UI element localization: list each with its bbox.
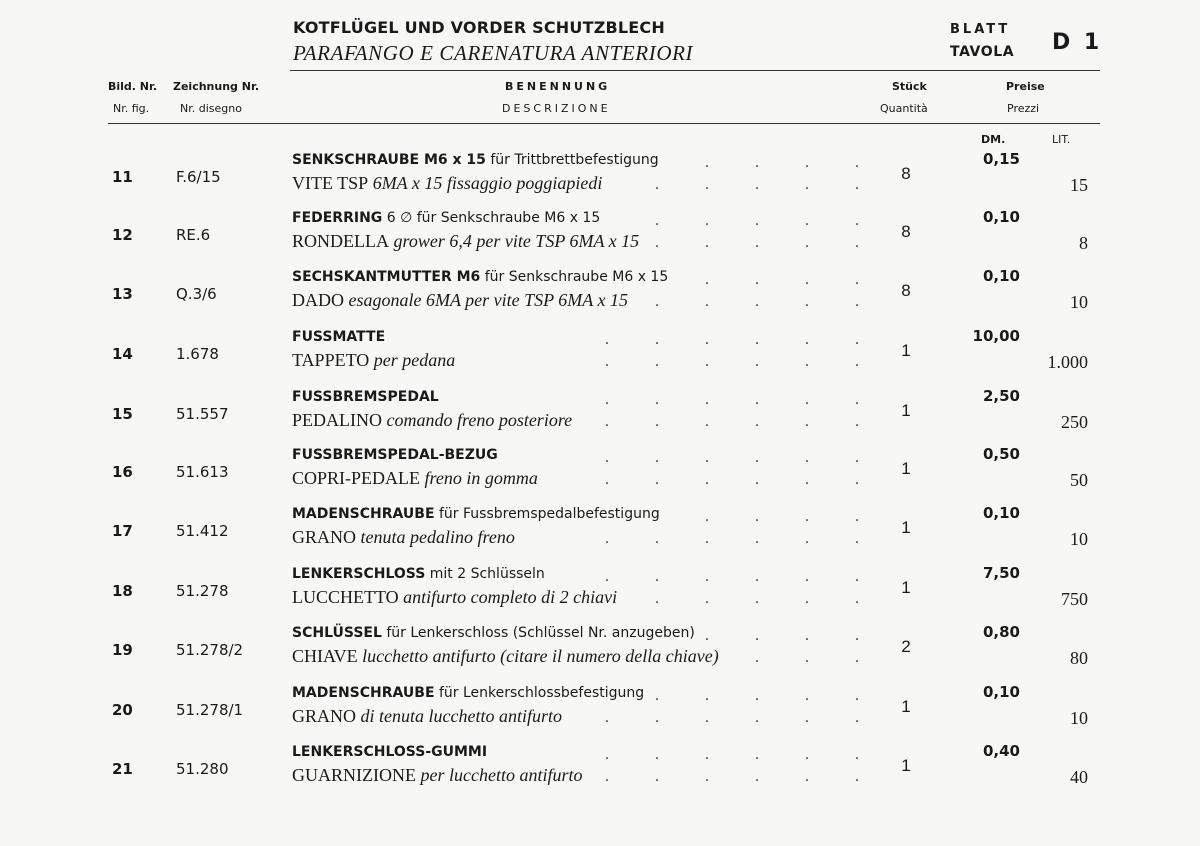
table-row: 11 F.6/15 SENKSCHRAUBE M6 x 15 für Trittbrettbefestigung VITE TSP 6MA x 15 fissaggio poggiapiedi 8 0,15 15 . . . . . . . . . [112,150,1088,195]
table-row: 14 1.678 FUSSMATTE TAPPETO per pedana 1 10,00 1.000 . . . . . . . . . . . . [112,327,1088,372]
header-rule [290,70,1100,71]
currency-lit: LIT. [1052,133,1071,146]
price-dm: 0,15 [982,150,1020,168]
quantity: 8 [901,164,911,183]
part-name-italian: COPRI-PEDALE [292,468,421,488]
description-italian [292,468,538,489]
drawing-number: Q.3/6 [176,285,217,303]
part-name-german: FUSSBREMSPEDAL-BEZUG [292,447,498,463]
quantity: 8 [901,222,911,241]
description-german [292,566,545,582]
col-drawing-de: Zeichnung Nr. [173,80,259,93]
sheet-code: D 1 [1052,30,1103,55]
part-name-italian: DADO [292,290,344,310]
fig-number: 13 [112,285,133,303]
columns-rule [108,123,1100,124]
description-german [292,269,668,285]
drawing-number: RE.6 [176,226,211,244]
drawing-number: F.6/15 [176,168,221,186]
part-detail-italian: comando freno posteriore [382,410,573,430]
price-dm: 0,50 [982,445,1020,463]
part-detail-german: für Lenkerschloss (Schlüssel Nr. anzugeben) [381,625,695,641]
fig-number: 19 [112,641,133,659]
description-german [292,389,439,405]
price-dm: 0,80 [982,623,1020,641]
description-italian [292,173,602,194]
quantity: 1 [901,578,911,597]
quantity: 1 [901,518,911,537]
col-price-de: Preise [1006,80,1045,93]
fig-number: 16 [112,463,133,481]
col-desc-de: BENENNUNG [505,80,611,93]
part-detail-german: für Trittbrettbefestigung [485,152,659,168]
price-lit: 250 [1061,412,1088,432]
price-dm: 0,10 [982,504,1020,522]
price-dm: 10,00 [972,327,1020,345]
table-row: 16 51.613 FUSSBREMSPEDAL-BEZUG COPRI-PEDALE freno in gomma 1 0,50 50 . . . . . . . . . . . . [112,445,1088,490]
table-row: 19 51.278/2 SCHLÜSSEL für Lenkerschloss (Schlüssel Nr. anzugeben) CHIAVE lucchetto antifurto (citare il numero della chiave) 2 0,80 80 . . . . . . . [112,623,1088,668]
quantity: 1 [901,459,911,478]
price-dm: 0,10 [982,683,1020,701]
price-lit: 80 [1070,648,1088,668]
description-italian [292,231,639,252]
description-italian [292,587,617,608]
fig-number: 14 [112,345,133,363]
part-name-german: SECHSKANTMUTTER M6 [292,269,481,285]
description-german [292,447,498,463]
fig-number: 21 [112,760,133,778]
col-desc-it: DESCRIZIONE [502,102,611,115]
table-row: 17 51.412 MADENSCHRAUBE für Fussbremspedalbefestigung GRANO tenuta pedalino freno 1 0,10 10 . . . . . . . . . . [112,504,1088,549]
description-italian [292,350,455,371]
part-detail-italian: lucchetto antifurto (citare il numero della chiave) [357,646,719,666]
drawing-number: 1.678 [176,345,219,363]
part-name-italian: LUCCHETTO [292,587,399,607]
price-lit: 1.000 [1047,352,1088,372]
quantity: 8 [901,281,911,300]
description-italian [292,706,562,727]
part-name-italian: RONDELLA [292,231,389,251]
part-detail-italian: di tenuta lucchetto antifurto [356,706,562,726]
part-detail-german: für Lenkerschlossbefestigung [434,685,645,701]
part-name-german: MADENSCHRAUBE [292,685,435,701]
drawing-number: 51.280 [176,760,229,778]
part-detail-italian: esagonale 6MA per vite TSP 6MA x 15 [344,290,628,310]
description-german [292,744,487,760]
part-detail-italian: freno in gomma [420,468,538,488]
part-name-german: LENKERSCHLOSS [292,566,426,582]
part-detail-italian: tenuta pedalino freno [356,527,515,547]
part-detail-italian: per pedana [369,350,456,370]
fig-number: 17 [112,522,133,540]
description-german [292,329,385,345]
part-detail-german: mit 2 Schlüsseln [425,566,545,582]
part-detail-italian: per lucchetto antifurto [415,765,583,785]
fig-number: 15 [112,405,133,423]
part-name-german: FUSSMATTE [292,329,386,345]
price-lit: 15 [1070,175,1088,195]
description-german [292,210,600,226]
table-row: 12 RE.6 FEDERRING 6 ∅ für Senkschraube M6 x 15 RONDELLA grower 6,4 per vite TSP 6MA x 15 8 0,10 8 . . . . . . . . . . [112,208,1088,253]
price-dm: 0,10 [982,208,1020,226]
drawing-number: 51.613 [176,463,229,481]
drawing-number: 51.278/1 [176,701,244,719]
drawing-number: 51.278 [176,582,229,600]
drawing-number: 51.412 [176,522,229,540]
drawing-number: 51.557 [176,405,229,423]
col-fig-de: Bild. Nr. [108,80,158,93]
part-name-italian: GRANO [292,706,357,726]
part-name-german: FUSSBREMSPEDAL [292,389,439,405]
quantity: 1 [901,697,911,716]
part-detail-german: für Senkschraube M6 x 15 [480,269,669,285]
part-name-italian: TAPPETO [292,350,370,370]
description-italian [292,527,515,548]
description-german [292,685,644,701]
part-name-german: FEDERRING [292,210,383,226]
description-german [292,506,660,522]
price-dm: 7,50 [982,564,1020,582]
part-name-italian: PEDALINO [292,410,382,430]
price-lit: 10 [1070,292,1088,312]
col-drawing-it: Nr. disegno [180,102,242,115]
quantity: 1 [901,756,911,775]
part-name-italian: VITE TSP [292,173,369,193]
price-lit: 750 [1061,589,1088,609]
quantity: 1 [901,401,911,420]
drawing-number: 51.278/2 [176,641,244,659]
fig-number: 11 [112,168,133,186]
quantity: 2 [901,637,911,656]
part-name-italian: CHIAVE [292,646,358,666]
part-detail-italian: antifurto completo di 2 chiavi [398,587,618,607]
title-italian: PARAFANGO E CARENATURA ANTERIORI [293,41,694,65]
table-row: 15 51.557 FUSSBREMSPEDAL PEDALINO comando freno posteriore 1 2,50 250 . . . . . . . . . . . . [112,387,1088,432]
table-row: 13 Q.3/6 SECHSKANTMUTTER M6 für Senkschraube M6 x 15 DADO esagonale 6MA per vite TSP 6MA x 15 8 0,10 10 . . . . . . . . . [112,267,1088,312]
description-italian [292,290,628,311]
price-lit: 50 [1070,470,1088,490]
col-qty-de: Stück [892,80,927,93]
part-detail-italian: grower 6,4 per vite TSP 6MA x 15 [389,231,640,251]
part-name-german: SCHLÜSSEL [292,625,382,641]
part-name-german: MADENSCHRAUBE [292,506,435,522]
col-price-it: Prezzi [1007,102,1040,115]
price-dm: 0,40 [982,742,1020,760]
price-lit: 10 [1070,529,1088,549]
price-dm: 2,50 [982,387,1020,405]
price-lit: 10 [1070,708,1088,728]
fig-number: 12 [112,226,133,244]
price-dm: 0,10 [982,267,1020,285]
description-italian [292,410,572,431]
table-row: 20 51.278/1 MADENSCHRAUBE für Lenkerschlossbefestigung GRANO di tenuta lucchetto antifurto 1 0,10 10 . . . . . . . . . . . [112,683,1088,728]
description-german [292,152,659,168]
currency-dm: DM. [981,133,1006,146]
fig-number: 20 [112,701,133,719]
price-lit: 8 [1079,233,1088,253]
price-lit: 40 [1070,767,1088,787]
table-row: 18 51.278 LENKERSCHLOSS mit 2 Schlüsseln LUCCHETTO antifurto completo di 2 chiavi 1 7,50 750 . . . . . . . . . . . [112,564,1088,609]
part-detail-german: für Fussbremspedalbefestigung [434,506,660,522]
description-italian [292,765,582,786]
title-german: KOTFLÜGEL UND VORDER SCHUTZBLECH [293,18,665,37]
part-name-german: SENKSCHRAUBE M6 x 15 [292,152,486,168]
description-german [292,625,695,641]
fig-number: 18 [112,582,133,600]
col-fig-it: Nr. fig. [113,102,150,115]
table-row: 21 51.280 LENKERSCHLOSS-GUMMI GUARNIZIONE per lucchetto antifurto 1 0,40 40 . . . . . . . . . . . . [112,742,1088,787]
part-name-italian: GUARNIZIONE [292,765,416,785]
description-italian [292,646,719,667]
part-detail-italian: 6MA x 15 fissaggio poggiapiedi [368,173,603,193]
part-detail-german: 6 ∅ für Senkschraube M6 x 15 [382,210,601,226]
col-qty-it: Quantità [880,102,928,115]
part-name-italian: GRANO [292,527,357,547]
sheet-label-italian: TAVOLA [950,44,1015,60]
quantity: 1 [901,341,911,360]
sheet-label-german: BLATT [950,22,1011,37]
part-name-german: LENKERSCHLOSS-GUMMI [292,744,488,760]
